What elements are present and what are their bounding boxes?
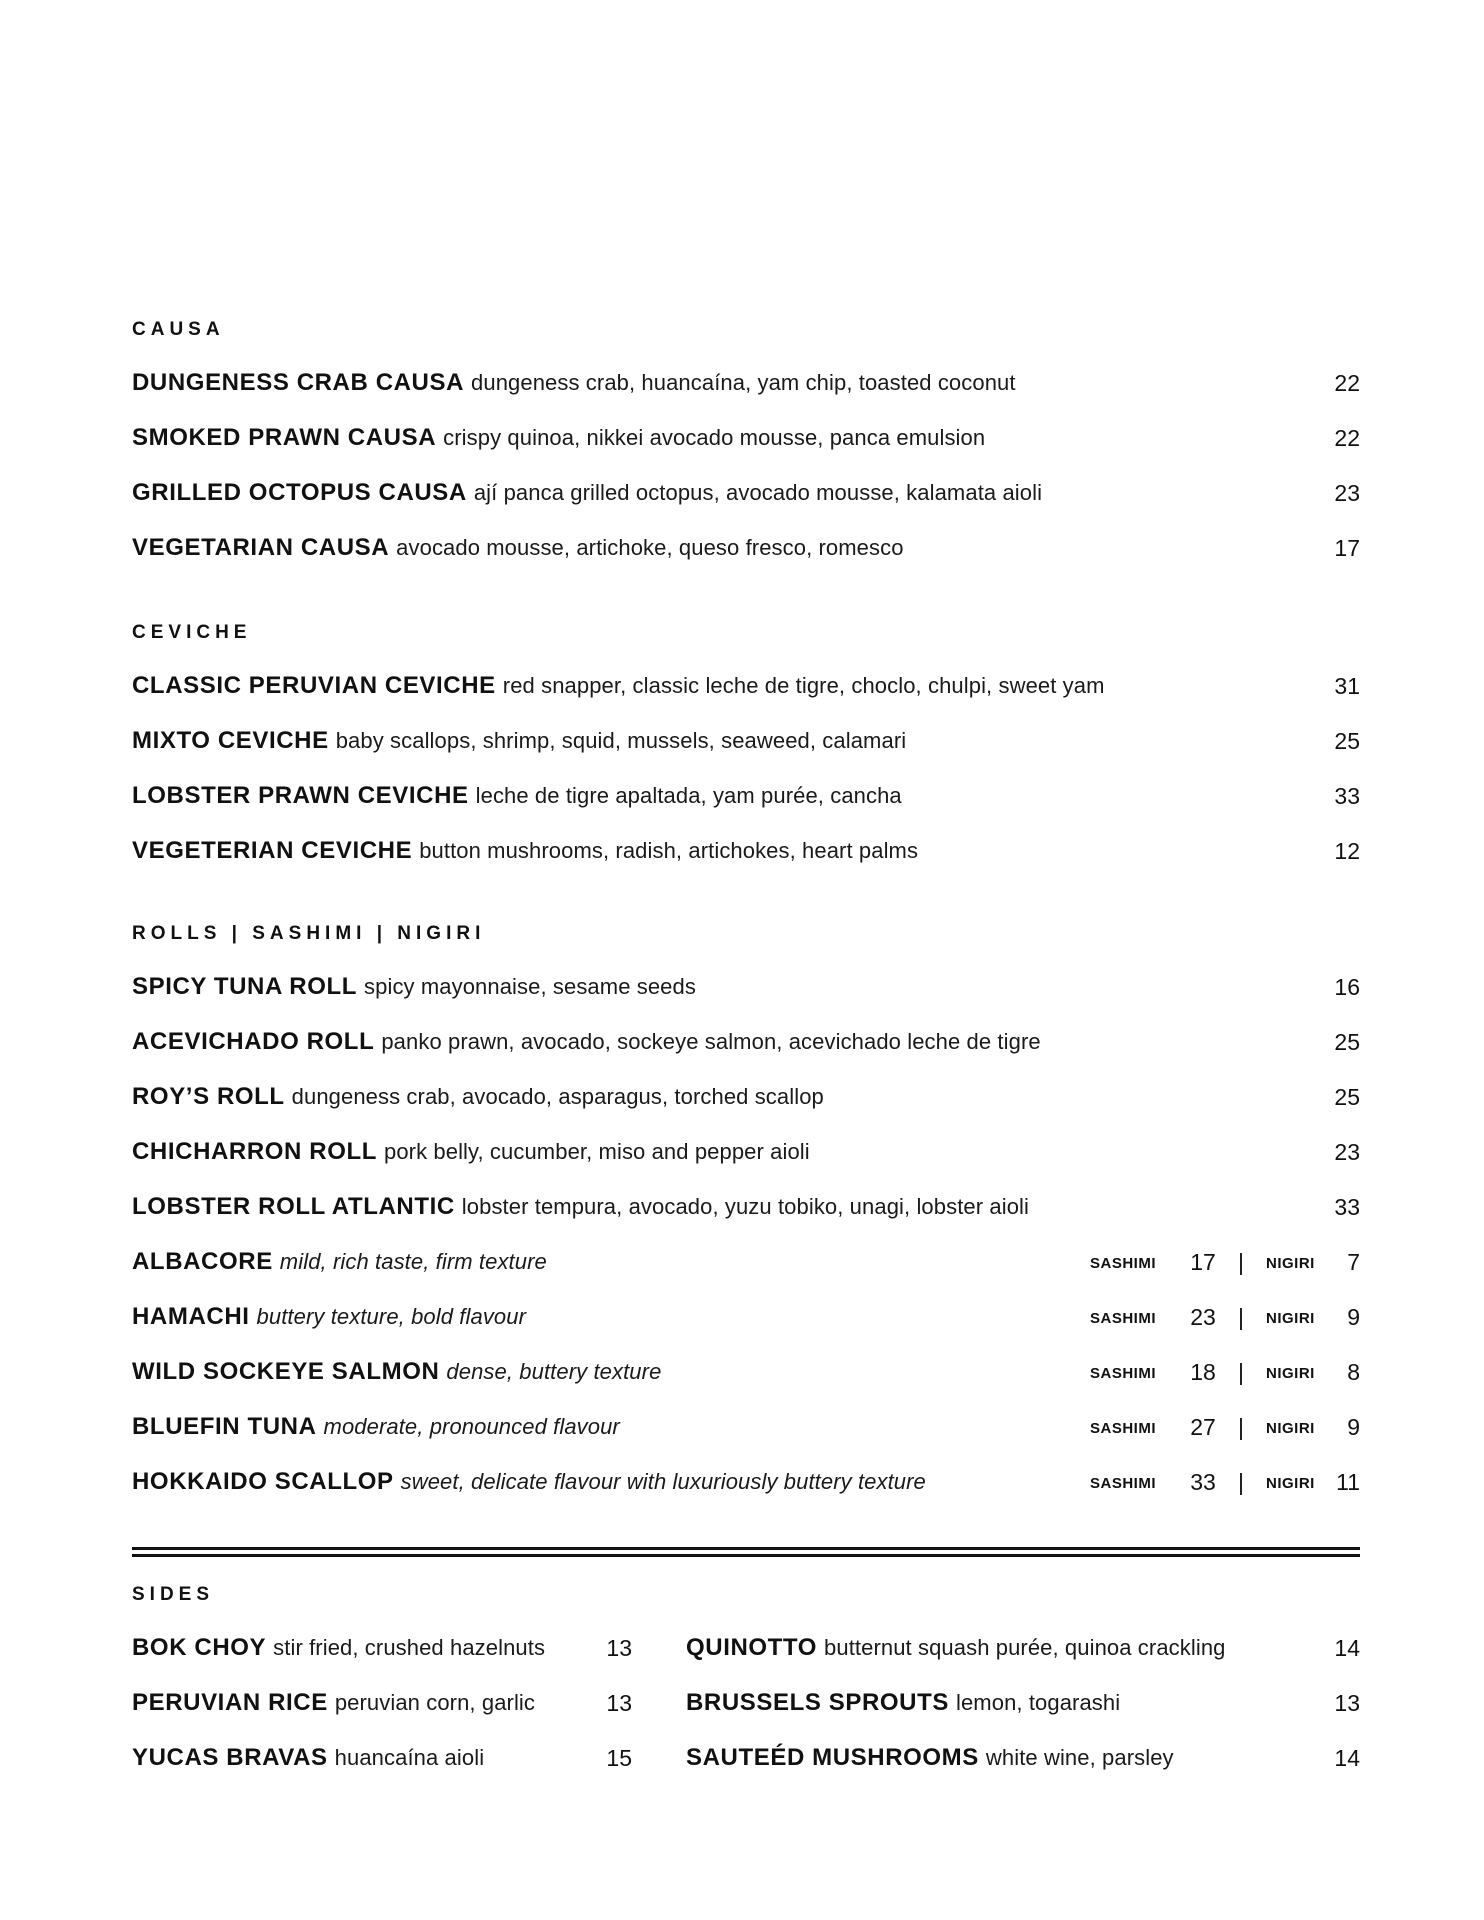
sashimi-price: 33: [1190, 1469, 1216, 1495]
sashimi-label: SASHIMI: [1090, 1475, 1157, 1492]
sashimi-nigiri-prices: [1090, 1357, 1360, 1387]
item-price: 23: [1334, 1138, 1360, 1165]
item-price: 23: [1334, 479, 1360, 506]
divider-line: [132, 1547, 1360, 1550]
section-heading-ceviche: CEVICHE: [132, 622, 252, 643]
sashimi-nigiri-prices: [1090, 1467, 1360, 1497]
sashimi-label: SASHIMI: [1090, 1420, 1157, 1437]
item-price: 31: [1334, 672, 1360, 699]
item-name: PERUVIAN RICE: [132, 1689, 328, 1716]
menu-item: [132, 368, 1360, 398]
menu-item: [132, 1082, 1360, 1112]
menu-item: [132, 1192, 1360, 1222]
sashimi-label: SASHIMI: [1090, 1310, 1157, 1327]
item-name: ROY’S ROLL: [132, 1083, 285, 1110]
item-description: stir fried, crushed hazelnuts: [273, 1635, 546, 1660]
item-price: 15: [606, 1744, 632, 1771]
side-item: [686, 1743, 1360, 1773]
item-description: moderate, pronounced flavour: [323, 1414, 620, 1439]
item-name: BRUSSELS SPROUTS: [686, 1689, 949, 1716]
fish-item: [132, 1412, 1360, 1442]
section-heading-causa: CAUSA: [132, 319, 225, 340]
side-item: [686, 1688, 1360, 1718]
sashimi-label: SASHIMI: [1090, 1255, 1157, 1272]
item-description: crispy quinoa, nikkei avocado mousse, panca emulsion: [443, 425, 986, 450]
fish-item: [132, 1247, 1360, 1277]
section-heading-sides: SIDES: [132, 1584, 215, 1605]
item-description: avocado mousse, artichoke, queso fresco, romesco: [396, 535, 904, 560]
sashimi-price: 27: [1190, 1414, 1216, 1440]
item-description: buttery texture, bold flavour: [256, 1304, 527, 1329]
item-price: 13: [606, 1634, 632, 1661]
item-description: panko prawn, avocado, sockeye salmon, acevichado leche de tigre: [381, 1029, 1041, 1054]
sashimi-nigiri-prices: [1090, 1302, 1360, 1332]
price-divider: |: [1238, 1249, 1244, 1275]
item-price: 14: [1334, 1744, 1360, 1771]
item-name: LOBSTER ROLL ATLANTIC: [132, 1193, 455, 1220]
item-description: ají panca grilled octopus, avocado mousse, kalamata aioli: [473, 480, 1043, 505]
item-name: BLUEFIN TUNA: [132, 1413, 317, 1440]
item-price: 33: [1334, 782, 1360, 809]
price-divider: |: [1238, 1304, 1244, 1330]
item-price: 25: [1334, 727, 1360, 754]
item-name: MIXTO CEVICHE: [132, 727, 329, 754]
nigiri-price: 8: [1347, 1359, 1360, 1385]
item-description: button mushrooms, radish, artichokes, heart palms: [419, 838, 919, 863]
fish-item: [132, 1302, 1360, 1332]
item-description: red snapper, classic leche de tigre, choclo, chulpi, sweet yam: [502, 673, 1105, 698]
item-name: HAMACHI: [132, 1303, 250, 1330]
item-name: VEGETERIAN CEVICHE: [132, 837, 413, 864]
item-price: 14: [1334, 1634, 1360, 1661]
item-description: sweet, delicate flavour with luxuriously buttery texture: [400, 1469, 926, 1494]
item-description: lobster tempura, avocado, yuzu tobiko, unagi, lobster aioli: [461, 1194, 1030, 1219]
item-name: DUNGENESS CRAB CAUSA: [132, 369, 465, 396]
item-description: mild, rich taste, firm texture: [279, 1249, 547, 1274]
item-description: dungeness crab, huancaína, yam chip, toasted coconut: [471, 370, 1016, 395]
sashimi-price: 23: [1190, 1304, 1216, 1330]
item-price: 22: [1334, 424, 1360, 451]
item-name: VEGETARIAN CAUSA: [132, 534, 390, 561]
sashimi-price: 17: [1190, 1249, 1216, 1275]
item-description: dense, buttery texture: [446, 1359, 662, 1384]
item-name: QUINOTTO: [686, 1634, 818, 1661]
item-name: SAUTEÉD MUSHROOMS: [686, 1744, 979, 1771]
menu-item: [132, 781, 1360, 811]
item-description: pork belly, cucumber, miso and pepper aioli: [383, 1139, 810, 1164]
item-price: 13: [606, 1689, 632, 1716]
nigiri-price: 7: [1347, 1249, 1360, 1275]
item-description: lemon, togarashi: [955, 1690, 1121, 1715]
menu-item: [132, 671, 1360, 701]
side-item: [686, 1633, 1360, 1663]
sashimi-label: SASHIMI: [1090, 1365, 1157, 1382]
sashimi-nigiri-prices: [1090, 1412, 1360, 1442]
divider-line: [132, 1554, 1360, 1557]
item-price: 22: [1334, 369, 1360, 396]
item-description: leche de tigre apaltada, yam purée, cancha: [475, 783, 902, 808]
sashimi-nigiri-prices: [1090, 1247, 1360, 1277]
nigiri-label: NIGIRI: [1266, 1420, 1315, 1437]
item-name: CHICHARRON ROLL: [132, 1138, 377, 1165]
item-name: ALBACORE: [132, 1248, 273, 1275]
nigiri-label: NIGIRI: [1266, 1475, 1315, 1492]
side-item: [132, 1688, 632, 1718]
item-name: GRILLED OCTOPUS CAUSA: [132, 479, 467, 506]
menu-item: [132, 1027, 1360, 1057]
menu-item: [132, 836, 1360, 866]
item-description: dungeness crab, avocado, asparagus, torched scallop: [291, 1084, 824, 1109]
nigiri-price: 11: [1336, 1469, 1360, 1495]
menu-item: [132, 726, 1360, 756]
item-description: peruvian corn, garlic: [334, 1690, 536, 1715]
item-description: baby scallops, shrimp, squid, mussels, seaweed, calamari: [335, 728, 907, 753]
menu-item: [132, 972, 1360, 1002]
menu-item: [132, 478, 1360, 508]
menu-item: [132, 533, 1360, 563]
fish-item: [132, 1467, 1360, 1497]
nigiri-label: NIGIRI: [1266, 1365, 1315, 1382]
item-name: ACEVICHADO ROLL: [132, 1028, 375, 1055]
item-name: SPICY TUNA ROLL: [132, 973, 358, 1000]
nigiri-price: 9: [1347, 1414, 1360, 1440]
item-name: CLASSIC PERUVIAN CEVICHE: [132, 672, 496, 699]
item-name: YUCAS BRAVAS: [132, 1744, 328, 1771]
menu-item: [132, 1137, 1360, 1167]
nigiri-price: 9: [1347, 1304, 1360, 1330]
side-item: [132, 1633, 632, 1663]
nigiri-label: NIGIRI: [1266, 1255, 1315, 1272]
item-description: huancaína aioli: [334, 1745, 485, 1770]
item-price: 13: [1334, 1689, 1360, 1716]
item-description: butternut squash purée, quinoa crackling: [824, 1635, 1226, 1660]
item-name: SMOKED PRAWN CAUSA: [132, 424, 437, 451]
price-divider: |: [1238, 1359, 1244, 1385]
item-name: HOKKAIDO SCALLOP: [132, 1468, 394, 1495]
price-divider: |: [1238, 1414, 1244, 1440]
item-price: 25: [1334, 1028, 1360, 1055]
section-heading-rolls: ROLLS | SASHIMI | NIGIRI: [132, 923, 486, 944]
item-description: white wine, parsley: [985, 1745, 1174, 1770]
menu-item: [132, 423, 1360, 453]
price-divider: |: [1238, 1469, 1244, 1495]
menu-page: [132, 0, 1360, 1920]
item-price: 16: [1334, 973, 1360, 1000]
nigiri-label: NIGIRI: [1266, 1310, 1315, 1327]
item-name: BOK CHOY: [132, 1634, 267, 1661]
item-price: 33: [1334, 1193, 1360, 1220]
sashimi-price: 18: [1190, 1359, 1216, 1385]
item-price: 17: [1334, 534, 1360, 561]
item-price: 12: [1334, 837, 1360, 864]
item-name: LOBSTER PRAWN CEVICHE: [132, 782, 469, 809]
item-price: 25: [1334, 1083, 1360, 1110]
side-item: [132, 1743, 632, 1773]
item-description: spicy mayonnaise, sesame seeds: [364, 974, 696, 999]
fish-item: [132, 1357, 1360, 1387]
item-name: WILD SOCKEYE SALMON: [132, 1358, 440, 1385]
